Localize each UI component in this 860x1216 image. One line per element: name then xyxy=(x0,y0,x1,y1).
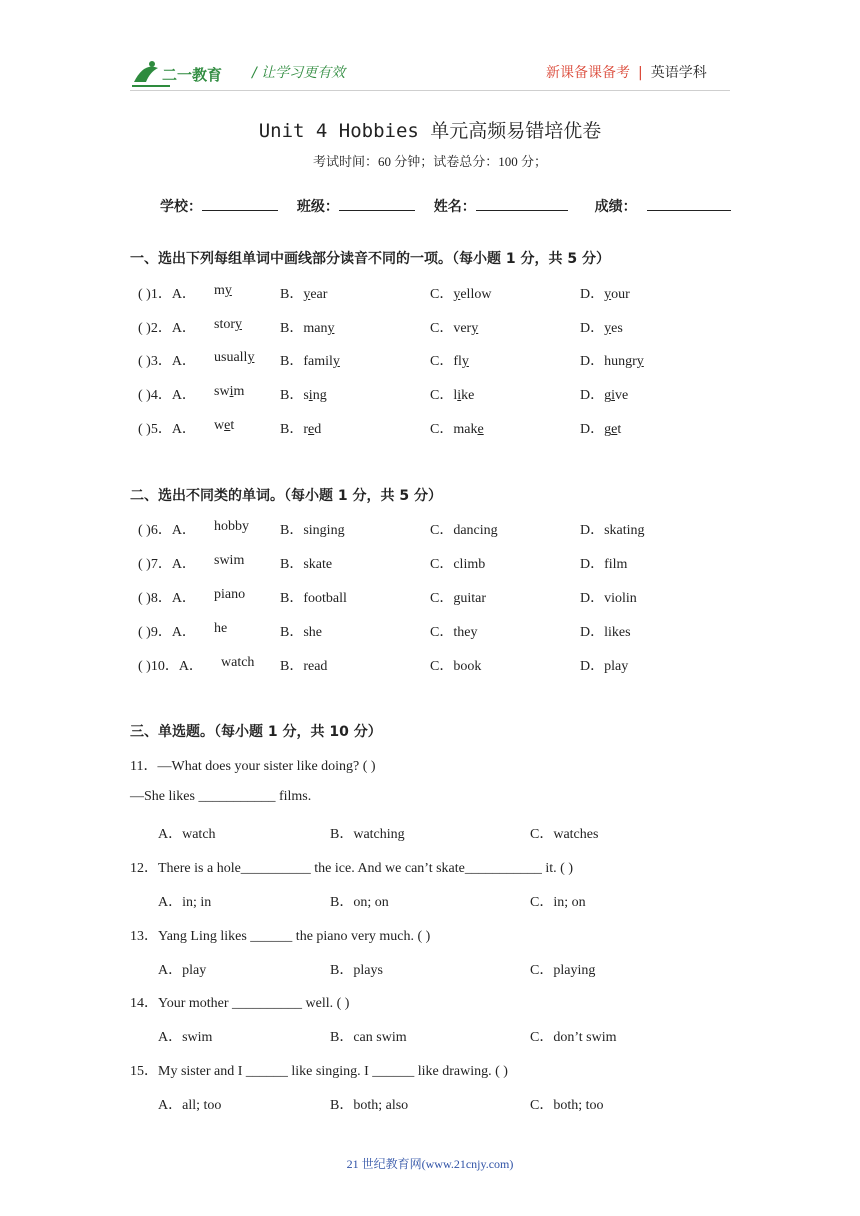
option-c-part: y xyxy=(471,321,479,336)
option-c-part: mak xyxy=(453,422,478,437)
option-b-part: ng xyxy=(312,388,327,403)
option-d-part: y xyxy=(636,354,644,369)
option-d-part: hungr xyxy=(604,354,637,369)
option-b[interactable] xyxy=(280,283,327,303)
option-c[interactable]: C．don’t swim xyxy=(530,1030,617,1045)
option-c[interactable]: C．guitar xyxy=(430,591,486,606)
section3-heading: 三、单选题。（每小题 1 分，共 10 分） xyxy=(130,724,382,740)
option-b-part: y xyxy=(303,287,311,302)
option-d-part: i xyxy=(611,388,616,403)
option-c-part: y xyxy=(453,287,461,302)
option-c[interactable]: C．they xyxy=(430,625,478,640)
header-subject xyxy=(546,62,707,82)
option-b-part: e xyxy=(308,422,315,437)
option-b-part: B． xyxy=(280,287,304,302)
section1-question-4 xyxy=(0,384,860,404)
option-c[interactable]: C．both; too xyxy=(530,1098,604,1113)
option-a[interactable]: he xyxy=(214,621,228,636)
option-b[interactable]: B．plays xyxy=(330,963,383,978)
option-b[interactable]: B．read xyxy=(280,659,328,674)
option-b-part: B． xyxy=(280,321,304,336)
option-c-part: y xyxy=(461,354,469,369)
school-blank[interactable] xyxy=(202,196,278,211)
option-a-part: w xyxy=(214,418,225,433)
option-b-part: r xyxy=(303,422,309,437)
option-d-part: es xyxy=(611,321,623,336)
section1-question-3 xyxy=(0,350,860,370)
section2-question-7 xyxy=(0,553,860,573)
option-b-part: ear xyxy=(310,287,328,302)
option-b[interactable]: B．football xyxy=(280,591,347,606)
question-number: ( )5．A． xyxy=(138,422,196,437)
student-info-line xyxy=(160,196,745,216)
option-b-part: i xyxy=(308,388,313,403)
option-a[interactable] xyxy=(214,283,232,299)
option-a[interactable]: A．in; in xyxy=(158,895,212,910)
question-number: ( )7．A． xyxy=(138,557,196,572)
option-d[interactable]: D．likes xyxy=(580,625,631,640)
option-a[interactable]: swim xyxy=(214,553,245,568)
option-d[interactable] xyxy=(580,283,630,303)
option-b[interactable]: B．on; on xyxy=(330,895,389,910)
option-a[interactable]: hobby xyxy=(214,519,249,534)
option-a-part: y xyxy=(224,283,232,298)
section1-question-1 xyxy=(0,283,860,303)
option-a[interactable] xyxy=(214,317,242,333)
option-d-part: y xyxy=(604,287,612,302)
option-d-part: D． xyxy=(580,287,605,302)
option-d[interactable] xyxy=(580,317,623,337)
header-slogan: / 让学习更有效 xyxy=(252,65,346,81)
option-b[interactable]: B．can swim xyxy=(330,1030,407,1045)
section2-question-6 xyxy=(0,519,860,539)
option-a[interactable]: A．play xyxy=(158,963,207,978)
exam-info: 考试时间：60 分钟；试卷总分：100 分； xyxy=(312,154,547,169)
option-d-part: D． xyxy=(580,388,605,403)
option-a-part: m xyxy=(214,283,225,298)
footer-source: 21 世纪教育网(www.21cnjy.com) xyxy=(346,1157,514,1171)
page-title: Unit 4 Hobbies 单元高频易错培优卷 xyxy=(258,120,602,142)
option-c[interactable]: C．watches xyxy=(530,827,599,842)
option-a[interactable]: piano xyxy=(214,587,246,602)
option-c[interactable] xyxy=(430,384,474,404)
option-d-part: D． xyxy=(580,422,605,437)
option-b[interactable]: B．skate xyxy=(280,557,333,572)
option-b-part: y xyxy=(332,354,340,369)
option-c[interactable] xyxy=(430,418,484,438)
section2-question-9 xyxy=(0,621,860,641)
class-label: 班级： xyxy=(296,199,339,215)
option-c-part: ellow xyxy=(460,287,492,302)
option-d-part: g xyxy=(604,422,612,437)
option-c-part: i xyxy=(457,388,462,403)
question-15: 15．My sister and I ______ like singing. I ______ like drawing. ( ) xyxy=(130,1064,508,1079)
header-subject-label: 英语学科 xyxy=(650,65,707,81)
option-b-part: s xyxy=(303,388,309,403)
option-a-part: y xyxy=(235,317,242,332)
option-b[interactable] xyxy=(280,317,334,337)
name-blank[interactable] xyxy=(476,196,568,211)
option-d[interactable]: D．violin xyxy=(580,591,637,606)
option-a[interactable]: A．all; too xyxy=(158,1098,222,1113)
school-label: 学校： xyxy=(160,199,202,215)
option-c-part: C． xyxy=(430,287,454,302)
option-d-part: ve xyxy=(615,388,629,403)
option-d[interactable]: D．skating xyxy=(580,523,645,538)
option-b-part: man xyxy=(303,321,328,336)
option-b-part: y xyxy=(327,321,335,336)
option-b[interactable]: B．singing xyxy=(280,523,345,538)
option-d[interactable] xyxy=(580,384,628,404)
option-b[interactable] xyxy=(280,384,327,404)
option-c-part: C． xyxy=(430,422,454,437)
question-14: 14．Your mother __________ well. ( ) xyxy=(130,996,350,1011)
option-c[interactable] xyxy=(430,317,478,337)
question-13: 13．Yang Ling likes ______ the piano very much. ( ) xyxy=(130,929,431,944)
option-c-part: l xyxy=(453,388,458,403)
logo-icon xyxy=(130,58,240,90)
option-c[interactable]: C．dancing xyxy=(430,523,498,538)
option-c-part: fl xyxy=(453,354,462,369)
question-number: ( )10．A． xyxy=(138,659,203,674)
option-a[interactable]: A．swim xyxy=(158,1030,213,1045)
question-number: ( )6．A． xyxy=(138,523,196,538)
option-c-part: C． xyxy=(430,321,454,336)
option-d[interactable]: D．film xyxy=(580,557,628,572)
option-c[interactable] xyxy=(430,283,491,303)
option-a-part: m xyxy=(233,384,245,399)
option-a-part: sw xyxy=(214,384,230,399)
option-c[interactable]: C．book xyxy=(430,659,482,674)
option-b[interactable]: B．she xyxy=(280,625,322,640)
question-number: ( )1．A． xyxy=(138,287,196,302)
option-d-part: y xyxy=(604,321,612,336)
option-c[interactable]: C．climb xyxy=(430,557,486,572)
option-d-part: D． xyxy=(580,321,605,336)
option-d[interactable] xyxy=(580,418,621,438)
option-b-part: d xyxy=(314,422,322,437)
option-d[interactable]: D．play xyxy=(580,659,629,674)
question-11: 11．—What does your sister like doing? ( ) xyxy=(130,759,376,774)
option-a-part: e xyxy=(224,418,231,433)
section1-heading: 一、选出下列每组单词中画线部分读音不同的一项。（每小题 1 分，共 5 分） xyxy=(130,251,610,267)
option-a-part: i xyxy=(229,384,234,399)
option-a-part: stor xyxy=(214,317,235,332)
option-b[interactable] xyxy=(280,418,321,438)
option-b-part: B． xyxy=(280,388,304,403)
header-course-label: 新课备课备考 xyxy=(546,65,630,81)
option-c-part: ke xyxy=(461,388,475,403)
question-number: ( )9．A． xyxy=(138,625,196,640)
option-b-part: B． xyxy=(280,422,304,437)
option-d-part: t xyxy=(617,422,622,437)
option-d-part: e xyxy=(611,422,618,437)
section2-question-10 xyxy=(0,655,860,675)
option-c[interactable] xyxy=(430,350,469,370)
option-b[interactable]: B．watching xyxy=(330,827,405,842)
logo-text: 二一教育 xyxy=(162,66,223,84)
option-a[interactable] xyxy=(214,384,244,400)
option-b-part: famil xyxy=(303,354,333,369)
option-d-part: our xyxy=(611,287,630,302)
header-divider xyxy=(130,90,730,91)
option-c-part: C． xyxy=(430,388,454,403)
question-12: 12．There is a hole__________ the ice. And we can’t skate___________ it. ( ) xyxy=(130,861,573,876)
option-c[interactable]: C．playing xyxy=(530,963,596,978)
option-a[interactable]: A．watch xyxy=(158,827,216,842)
question-number: ( )4．A． xyxy=(138,388,196,403)
class-blank[interactable] xyxy=(339,196,415,211)
name-label: 姓名： xyxy=(433,199,476,215)
option-b[interactable]: B．both; also xyxy=(330,1098,409,1113)
question-number: ( )3．A． xyxy=(138,354,196,369)
option-a[interactable] xyxy=(214,418,234,434)
option-a[interactable]: watch xyxy=(221,655,255,670)
option-c-part: C． xyxy=(430,354,454,369)
score-label: 成绩： xyxy=(594,199,637,215)
section2-question-8 xyxy=(0,587,860,607)
option-a-part: y xyxy=(247,350,255,365)
score-blank[interactable] xyxy=(647,196,731,211)
option-b-part: B． xyxy=(280,354,304,369)
option-c-part: ver xyxy=(453,321,472,336)
section2-heading: 二、选出不同类的单词。（每小题 1 分，共 5 分） xyxy=(130,488,442,504)
option-a[interactable] xyxy=(214,350,254,366)
option-d-part: D． xyxy=(580,354,605,369)
question-number: ( )8．A． xyxy=(138,591,196,606)
option-d-part: g xyxy=(604,388,612,403)
section1-question-5 xyxy=(0,418,860,438)
option-d[interactable] xyxy=(580,350,644,370)
header-separator: | xyxy=(638,65,643,81)
option-a-part: t xyxy=(230,418,235,433)
option-c[interactable]: C．in; on xyxy=(530,895,586,910)
question-11-answer-line: —She likes ___________ films. xyxy=(130,789,312,804)
section1-question-2 xyxy=(0,317,860,337)
option-a-part: usuall xyxy=(214,350,248,365)
question-number: ( )2．A． xyxy=(138,321,196,336)
option-c-part: e xyxy=(477,422,484,437)
option-b[interactable] xyxy=(280,350,340,370)
